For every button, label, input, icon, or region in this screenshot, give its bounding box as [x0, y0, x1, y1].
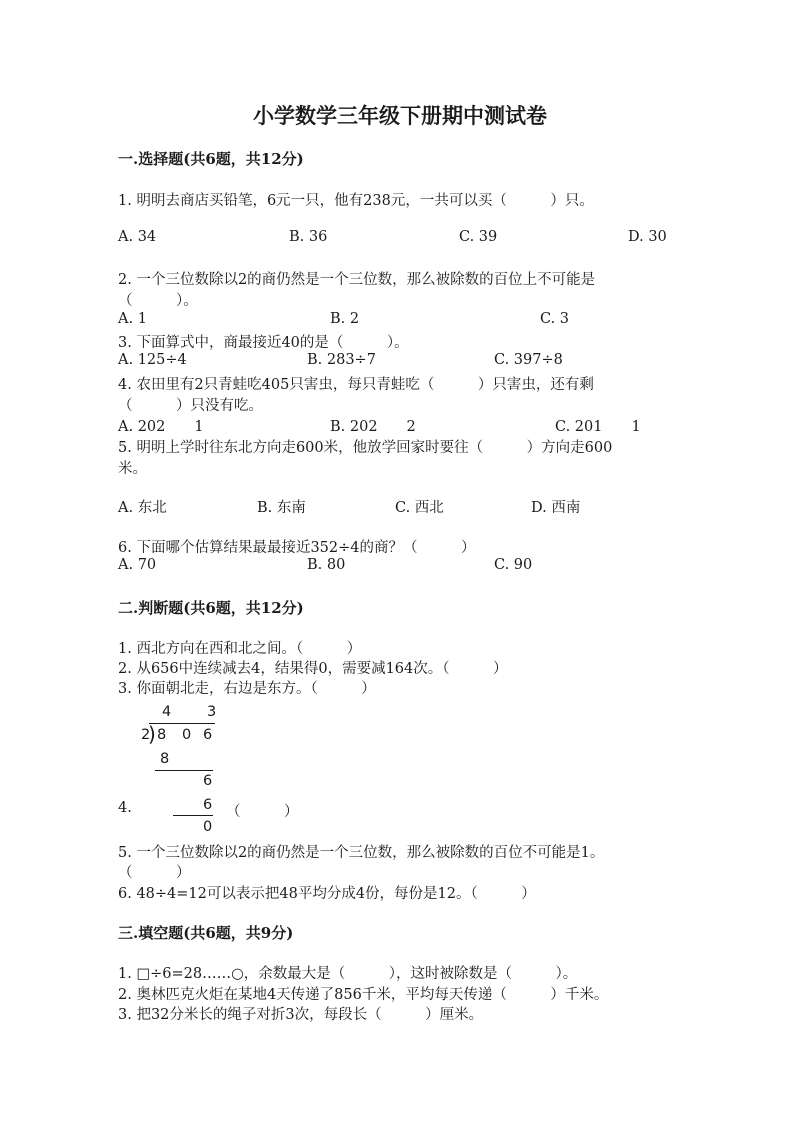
step-line-1	[155, 770, 213, 771]
quotient-digit-tens: 4	[162, 704, 172, 720]
division-bracket: )	[148, 722, 156, 746]
judge-q2: 2. 从656中连续减去4，结果得0，需要减164次。（ ）	[118, 661, 508, 677]
choice-q2-option-b: B. 2	[330, 311, 360, 327]
choice-q5-option-a: A. 东北	[118, 500, 167, 516]
choice-q1-option-a: A. 34	[118, 229, 157, 245]
judge-q5-line1: 5. 一个三位数除以2的商仍然是一个三位数，那么被除数的百位不可能是1。	[118, 845, 605, 861]
choice-q2-option-a: A. 1	[118, 311, 147, 327]
section-heading-choice: 一.选择题(共6题，共12分)	[118, 150, 304, 168]
choice-q4-stem-line1: 4. 农田里有2只青蛙吃405只害虫，每只青蛙吃（ ）只害虫，还有剩	[118, 377, 594, 393]
choice-q2-stem-line1: 2. 一个三位数除以2的商仍然是一个三位数，那么被除数的百位上不可能是	[118, 272, 596, 288]
choice-q1-option-c: C. 39	[459, 229, 498, 245]
long-division-figure	[140, 700, 230, 840]
remainder-digit: 0	[203, 819, 213, 835]
choice-q5-option-c: C. 西北	[395, 500, 444, 516]
fill-q3: 3. 把32分米长的绳子对折3次，每段长（ ）厘米。	[118, 1007, 484, 1023]
division-bar	[149, 723, 215, 724]
judge-q4-paren: （ ）	[226, 804, 299, 820]
choice-q1-option-d: D. 30	[628, 229, 667, 245]
judge-q1: 1. 西北方向在西和北之间。（ ）	[118, 641, 362, 657]
choice-q3-option-b: B. 283÷7	[307, 352, 376, 368]
fill-q2: 2. 奥林匹克火炬在某地4天传递了856千米，平均每天传递（ ）千米。	[118, 987, 609, 1003]
dividend-digit-ones: 6	[203, 727, 213, 743]
choice-q5-stem-line2: 米。	[118, 461, 147, 477]
choice-q6-option-a: A. 70	[118, 557, 157, 573]
subtract-step-2: 6	[203, 773, 213, 789]
choice-q2-option-c: C. 3	[540, 311, 570, 327]
section-heading-fill: 三.填空题(共6题，共9分)	[118, 924, 294, 942]
subtract-step-3: 6	[203, 797, 213, 813]
divisor-digit: 2	[141, 727, 151, 743]
choice-q4-stem-line2: （ ）只没有吃。	[118, 398, 263, 414]
choice-q2-stem-line2: （ ）。	[118, 293, 198, 309]
choice-q3-option-c: C. 397÷8	[494, 352, 563, 368]
subtract-step-1: 8	[160, 751, 170, 767]
fill-q1: 1. □÷6=28……○，余数最大是（ ），这时被除数是（ ）。	[118, 966, 578, 982]
choice-q1-option-b: B. 36	[289, 229, 328, 245]
quotient-digit-ones: 3	[207, 704, 217, 720]
judge-q6: 6. 48÷4=12可以表示把48平均分成4份，每份是12。（ ）	[118, 886, 536, 902]
page-title: 小学数学三年级下册期中测试卷	[253, 103, 547, 128]
choice-q5-option-b: B. 东南	[257, 500, 306, 516]
choice-q4-option-b: B. 202 2	[330, 419, 416, 435]
choice-q5-stem-line1: 5. 明明上学时往东北方向走600米，他放学回家时要往（ ）方向走600	[118, 440, 613, 456]
choice-q3-option-a: A. 125÷4	[118, 352, 187, 368]
choice-q6-option-b: B. 80	[307, 557, 346, 573]
choice-q6-stem: 6. 下面哪个估算结果最最接近352÷4的商？（ ）	[118, 540, 476, 556]
choice-q6-option-c: C. 90	[494, 557, 533, 573]
judge-q4-number: 4.	[118, 800, 132, 816]
choice-q4-option-c: C. 201 1	[555, 419, 641, 435]
judge-q3: 3. 你面朝北走，右边是东方。（ ）	[118, 681, 376, 697]
dividend-digit-hundreds: 8	[157, 727, 167, 743]
step-line-2	[173, 815, 213, 816]
judge-q5-line2: （ ）	[118, 865, 191, 881]
dividend-digit-tens: 0	[182, 727, 192, 743]
choice-q4-option-a: A. 202 1	[118, 419, 204, 435]
choice-q3-stem: 3. 下面算式中，商最接近40的是（ ）。	[118, 335, 409, 351]
choice-q5-option-d: D. 西南	[531, 500, 581, 516]
section-heading-judge: 二.判断题(共6题，共12分)	[118, 599, 304, 617]
choice-q1-stem: 1. 明明去商店买铅笔，6元一只，他有238元，一共可以买（ ）只。	[118, 193, 594, 209]
